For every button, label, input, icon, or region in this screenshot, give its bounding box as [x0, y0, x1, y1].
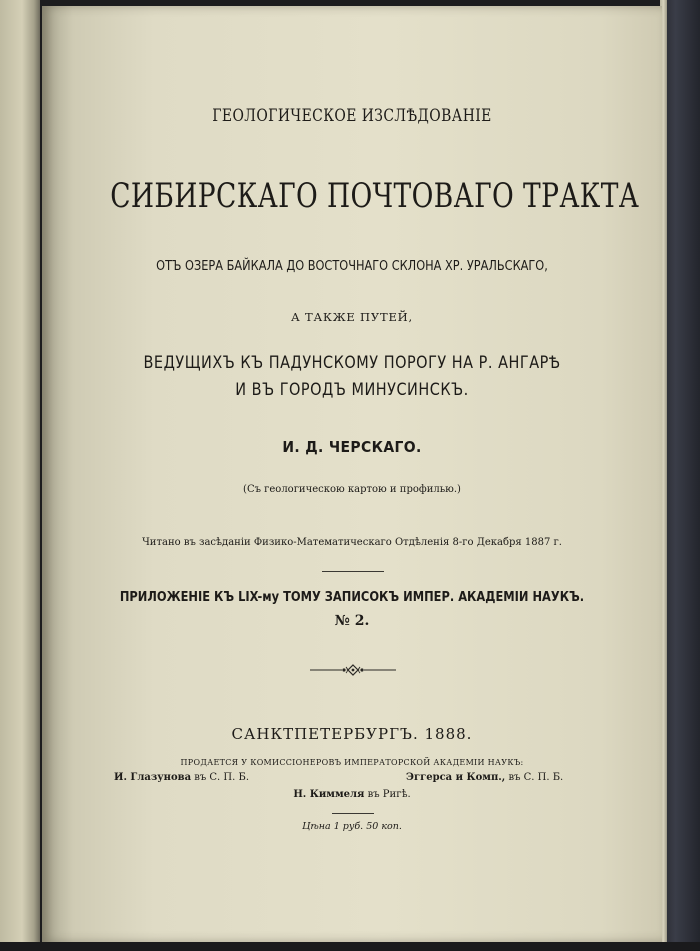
reading-note: Читано въ засѣданіи Физико-Математическаго Отдѣленія 8-го Декабря 1887 г.: [142, 537, 562, 548]
divider-rule: [322, 571, 384, 572]
issue-number: № 2.: [334, 613, 370, 629]
appendix-note: ПРИЛОЖЕНІЕ КЪ LIX-му ТОМУ ЗАПИСОКЪ ИМПЕР. АКАДЕМІИ НАУКЪ.: [119, 590, 585, 605]
seller-name: Н. Киммеля: [293, 789, 365, 800]
seller-name: И. Глазунова: [114, 772, 192, 783]
book-cover-edge: [662, 0, 700, 951]
subtitle-route: ОТЪ ОЗЕРА БАЙКАЛА ДО ВОСТОЧНАГО СКЛОНА ХР. УРАЛЬСКАГО,: [156, 258, 548, 274]
subtitle-angara: ВЕДУЩИХЪ КЪ ПАДУНСКОМУ ПОРОГУ НА Р. АНГАРѢ: [143, 353, 561, 373]
bottom-shadow: [0, 942, 700, 951]
heading-geological-study: ГЕОЛОГИЧЕСКОЕ ИЗСЛѢДОВАНІЕ: [212, 106, 492, 126]
seller-place: въ Ригѣ.: [367, 789, 411, 800]
seller-eggers: [406, 772, 563, 783]
left-page-edge: [0, 0, 40, 951]
price-line: Цѣна 1 руб. 50 коп.: [302, 821, 402, 832]
heading-main-title: СИБИРСКАГО ПОЧТОВАГО ТРАКТА: [110, 176, 640, 216]
title-page: [42, 6, 662, 942]
seller-name: Эггерса и Комп.,: [406, 772, 506, 783]
seller-glazunov: [114, 772, 249, 783]
subtitle-minusinsk: И ВЪ ГОРОДЪ МИНУСИНСКЪ.: [235, 380, 469, 400]
author-name: И. Д. ЧЕРСКАГО.: [282, 438, 422, 456]
divider-rule: [332, 813, 374, 814]
map-note: (Съ геологическою картою и профилью.): [243, 484, 461, 495]
ornament-divider-icon: [308, 662, 398, 678]
publication-place-year: САНКТПЕТЕРБУРГЪ. 1888.: [231, 725, 473, 743]
subtitle-also-ways: А ТАКЖЕ ПУТЕЙ,: [291, 310, 413, 324]
sold-by-line: ПРОДАЕТСЯ У КОМИССІОНЕРОВЪ ИМПЕРАТОРСКОЙ АКАДЕМІИ НАУКЪ:: [180, 758, 524, 767]
seller-place: въ С. П. Б.: [194, 772, 250, 783]
seller-place: въ С. П. Б.: [508, 772, 564, 783]
seller-kimmel: [42, 789, 662, 800]
